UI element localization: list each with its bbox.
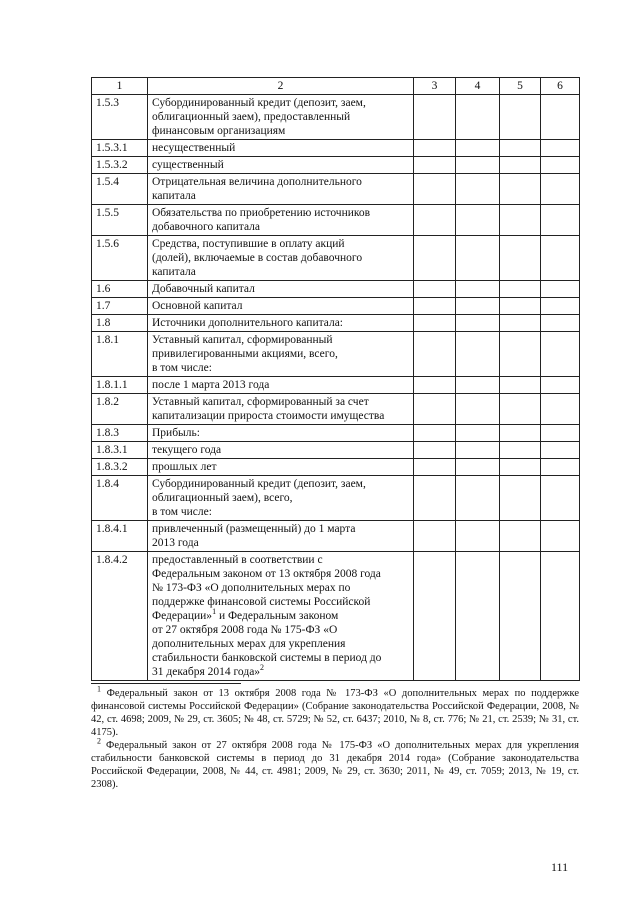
empty-cell (541, 95, 580, 140)
empty-cell (456, 236, 500, 281)
empty-cell (541, 394, 580, 425)
row-code: 1.5.6 (92, 236, 148, 281)
row-code: 1.5.3.1 (92, 140, 148, 157)
empty-cell (456, 476, 500, 521)
footnote-divider (91, 683, 241, 684)
table-row (92, 442, 580, 459)
table-row (92, 205, 580, 236)
row-description: прошлых лет (148, 459, 414, 476)
empty-cell (500, 521, 541, 552)
empty-cell (414, 95, 456, 140)
column-header: 6 (541, 78, 580, 95)
empty-cell (414, 552, 456, 681)
capital-table (91, 77, 580, 681)
footnote (91, 684, 579, 739)
footnote (91, 736, 579, 791)
empty-cell (500, 140, 541, 157)
page-number: 111 (551, 860, 569, 874)
row-code: 1.8.2 (92, 394, 148, 425)
row-code: 1.5.4 (92, 174, 148, 205)
empty-cell (500, 205, 541, 236)
row-description: Уставный капитал, сформированный за счет капитализации прироста стоимости имущества (148, 394, 414, 425)
empty-cell (456, 442, 500, 459)
empty-cell (414, 236, 456, 281)
row-description: Прибыль: (148, 425, 414, 442)
footnote-mark: 1 (97, 684, 101, 694)
table-row (92, 377, 580, 394)
footnote-reference: 1 (212, 607, 217, 617)
column-header: 1 (92, 78, 148, 95)
row-description: Средства, поступившие в оплату акций (долей), включаемые в состав добавочного капитала (148, 236, 414, 281)
empty-cell (456, 298, 500, 315)
empty-cell (500, 174, 541, 205)
row-description: после 1 марта 2013 года (148, 377, 414, 394)
row-code: 1.8.4 (92, 476, 148, 521)
table-row (92, 552, 580, 681)
empty-cell (500, 394, 541, 425)
empty-cell (541, 476, 580, 521)
empty-cell (541, 521, 580, 552)
empty-cell (500, 157, 541, 174)
empty-cell (500, 552, 541, 681)
row-description: Субординированный кредит (депозит, заем, облигационный заем), всего, в том числе: (148, 476, 414, 521)
empty-cell (414, 140, 456, 157)
empty-cell (456, 95, 500, 140)
empty-cell (414, 476, 456, 521)
empty-cell (500, 298, 541, 315)
column-header: 4 (456, 78, 500, 95)
row-code: 1.8.1 (92, 332, 148, 377)
empty-cell (541, 174, 580, 205)
row-description: текущего года (148, 442, 414, 459)
empty-cell (500, 442, 541, 459)
table-row (92, 521, 580, 552)
empty-cell (414, 459, 456, 476)
empty-cell (541, 377, 580, 394)
empty-cell (414, 157, 456, 174)
empty-cell (456, 459, 500, 476)
empty-cell (541, 332, 580, 377)
row-code: 1.8.3.1 (92, 442, 148, 459)
empty-cell (456, 377, 500, 394)
table-row (92, 281, 580, 298)
row-code: 1.8.4.1 (92, 521, 148, 552)
footnotes (91, 684, 579, 791)
row-code: 1.8 (92, 315, 148, 332)
empty-cell (541, 157, 580, 174)
row-description: Уставный капитал, сформированный привилегированными акциями, всего, в том числе: (148, 332, 414, 377)
empty-cell (414, 425, 456, 442)
empty-cell (541, 140, 580, 157)
table-row (92, 174, 580, 205)
empty-cell (456, 521, 500, 552)
empty-cell (414, 298, 456, 315)
empty-cell (500, 315, 541, 332)
empty-cell (541, 442, 580, 459)
empty-cell (414, 315, 456, 332)
empty-cell (414, 332, 456, 377)
row-code: 1.5.3 (92, 95, 148, 140)
row-code: 1.5.5 (92, 205, 148, 236)
row-description-part: и Федеральным законом от 27 октября 2008 года № 175-ФЗ «О дополнительных мерах для укрепления стабильности банковской системы в период до 31 декабря 2014 года» (152, 610, 382, 678)
empty-cell (500, 332, 541, 377)
empty-cell (541, 425, 580, 442)
row-description: Источники дополнительного капитала: (148, 315, 414, 332)
empty-cell (500, 236, 541, 281)
empty-cell (541, 552, 580, 681)
empty-cell (414, 394, 456, 425)
table-row (92, 95, 580, 140)
empty-cell (541, 459, 580, 476)
table-body (92, 95, 580, 681)
empty-cell (456, 140, 500, 157)
empty-cell (456, 205, 500, 236)
empty-cell (414, 205, 456, 236)
empty-cell (541, 315, 580, 332)
table-row (92, 298, 580, 315)
empty-cell (456, 332, 500, 377)
empty-cell (500, 476, 541, 521)
empty-cell (456, 157, 500, 174)
row-description: несущественный (148, 140, 414, 157)
row-code: 1.8.4.2 (92, 552, 148, 681)
empty-cell (500, 377, 541, 394)
row-description: Субординированный кредит (депозит, заем, облигационный заем), предоставленный финансовым организациям (148, 95, 414, 140)
row-code: 1.8.3 (92, 425, 148, 442)
empty-cell (414, 521, 456, 552)
column-header: 5 (500, 78, 541, 95)
footnote-text: Федеральный закон от 13 октября 2008 года № 173-ФЗ «О дополнительных мерах по поддержке финансовой системы Российской Федерации» (Собрание законодательства Российской Федерации, 2008, № 42, ст. 4698; 2009, № 29, ст. 3605; № 48, ст. 5729; № 52, ст. 6437; 2010, № 8, ст. 776; № 21, ст. 2539; № 31, ст. 4175). (91, 688, 579, 738)
footnote-mark: 2 (97, 736, 101, 746)
empty-cell (456, 394, 500, 425)
row-description: Отрицательная величина дополнительного капитала (148, 174, 414, 205)
empty-cell (541, 205, 580, 236)
table-row (92, 394, 580, 425)
empty-cell (414, 281, 456, 298)
empty-cell (414, 377, 456, 394)
row-description: Основной капитал (148, 298, 414, 315)
empty-cell (414, 442, 456, 459)
row-code: 1.6 (92, 281, 148, 298)
empty-cell (500, 425, 541, 442)
row-code: 1.7 (92, 298, 148, 315)
empty-cell (541, 236, 580, 281)
empty-cell (456, 425, 500, 442)
row-description-part: предоставленный в соответствии с Федеральным законом от 13 октября 2008 года № 173-ФЗ «О дополнительных мерах по поддержке финансовой системы Российской Федерации» (152, 554, 381, 622)
table-row (92, 236, 580, 281)
row-code: 1.5.3.2 (92, 157, 148, 174)
empty-cell (500, 459, 541, 476)
empty-cell (456, 281, 500, 298)
table-row (92, 315, 580, 332)
empty-cell (541, 281, 580, 298)
empty-cell (456, 552, 500, 681)
row-description: Добавочный капитал (148, 281, 414, 298)
footnote-reference: 2 (260, 663, 265, 673)
empty-cell (500, 281, 541, 298)
column-header: 2 (148, 78, 414, 95)
table-row (92, 140, 580, 157)
footnote-text: Федеральный закон от 27 октября 2008 года № 175-ФЗ «О дополнительных мерах для укрепления стабильности банковской системы в период до 31 декабря 2014 года» (Собрание законодательства Российской Федерации, 2008, № 44, ст. 4981; 2009, № 29, ст. 3630; 2011, № 49, ст. 7059; 2013, № 19, ст. 2308). (91, 740, 579, 790)
empty-cell (541, 298, 580, 315)
row-code: 1.8.1.1 (92, 377, 148, 394)
empty-cell (456, 315, 500, 332)
empty-cell (414, 174, 456, 205)
empty-cell (456, 174, 500, 205)
table-row (92, 476, 580, 521)
table-header-row (92, 78, 580, 95)
row-description: Обязательства по приобретению источников добавочного капитала (148, 205, 414, 236)
column-header: 3 (414, 78, 456, 95)
table-row (92, 459, 580, 476)
table-row (92, 425, 580, 442)
row-description: привлеченный (размещенный) до 1 марта 2013 года (148, 521, 414, 552)
empty-cell (500, 95, 541, 140)
table-row (92, 332, 580, 377)
table-row (92, 157, 580, 174)
row-description: существенный (148, 157, 414, 174)
row-description (148, 552, 414, 681)
row-code: 1.8.3.2 (92, 459, 148, 476)
